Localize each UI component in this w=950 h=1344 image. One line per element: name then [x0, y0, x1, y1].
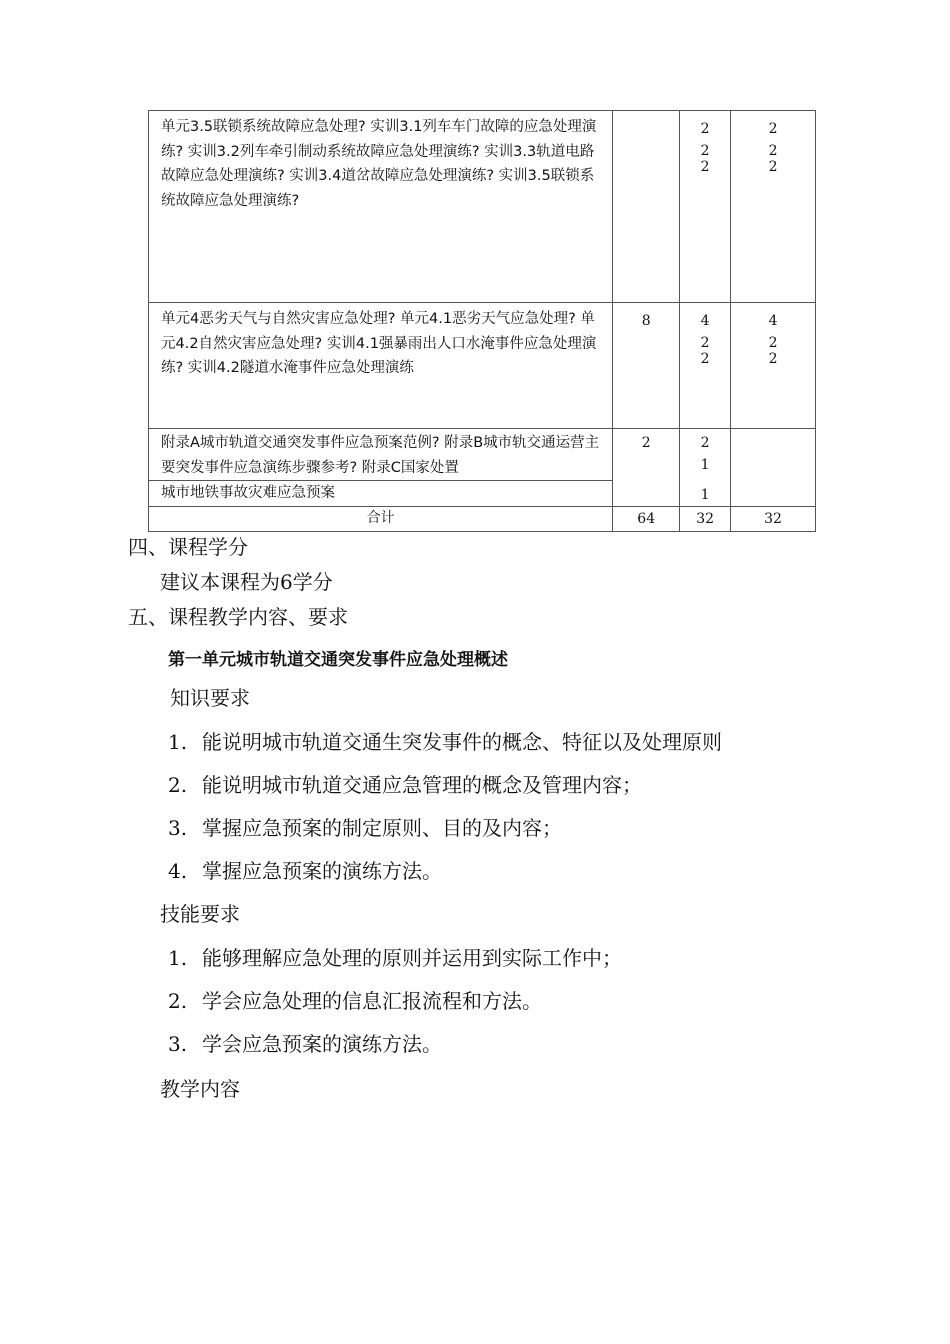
course-hours-table — [148, 110, 816, 532]
knowledge-label: 知识要求 — [170, 686, 250, 710]
unit-content-cell — [149, 429, 613, 507]
hours-practice-cell — [731, 429, 816, 507]
list-text: 能说明城市轨道交通应急管理的概念及管理内容； — [202, 773, 642, 797]
hours-theory-cell — [680, 111, 731, 303]
list-item — [168, 815, 562, 841]
hours-theory-cell — [680, 429, 731, 507]
total-label: 合计 — [149, 506, 613, 531]
list-item — [168, 1031, 442, 1057]
hours-value: 2 — [700, 435, 710, 451]
hours-value: 2 — [700, 335, 710, 351]
hours-practice-cell — [731, 303, 816, 429]
section-heading-content: 五、课程教学内容、要求 — [128, 605, 348, 629]
credits-text: 建议本课程为6学分 — [160, 570, 333, 594]
hours-value: 4 — [700, 313, 710, 329]
hours-total-cell — [613, 429, 680, 507]
unit-content-cell — [149, 303, 613, 429]
unit-title: 第一单元城市轨道交通突发事件应急处理概述 — [168, 650, 508, 670]
list-text: 能够理解应急处理的原则并运用到实际工作中； — [202, 946, 622, 970]
total-theory: 32 — [680, 506, 731, 531]
list-item — [168, 988, 542, 1014]
table-total-row — [149, 506, 816, 531]
total-practice: 32 — [731, 506, 816, 531]
unit-content-text: 城市地铁事故灾难应急预案 — [161, 485, 335, 501]
hours-value: 2 — [641, 435, 651, 451]
hours-value: 2 — [700, 351, 710, 367]
hours-total-cell — [613, 111, 680, 303]
list-item — [168, 858, 442, 884]
hours-value: 2 — [768, 159, 778, 175]
hours-value: 1 — [700, 457, 710, 473]
list-index: 2. — [168, 989, 188, 1013]
list-item — [168, 945, 622, 971]
table-row — [149, 303, 816, 429]
list-text: 学会应急预案的演练方法。 — [202, 1032, 442, 1056]
hours-value: 2 — [768, 335, 778, 351]
list-index: 1. — [168, 946, 188, 970]
unit-content-text: 附录A城市轨道交通突发事件应急预案范例? 附录B城市轨交通运营主要突发事件应急演练步骤参考? 附录C国家处置 — [149, 429, 612, 481]
list-index: 4. — [168, 859, 188, 883]
table-row — [149, 111, 816, 303]
hours-value: 8 — [641, 313, 651, 329]
hours-value: 2 — [768, 143, 778, 159]
skill-label: 技能要求 — [160, 902, 240, 926]
list-index: 3. — [168, 816, 188, 840]
hours-theory-cell — [680, 303, 731, 429]
unit-content-cell — [149, 111, 613, 303]
table-row — [149, 429, 816, 507]
list-index: 3. — [168, 1032, 188, 1056]
list-item — [168, 772, 642, 798]
hours-total-cell — [613, 303, 680, 429]
hours-practice-cell — [731, 111, 816, 303]
hours-value: 2 — [768, 351, 778, 367]
list-text: 学会应急处理的信息汇报流程和方法。 — [202, 989, 542, 1013]
hours-value: 2 — [700, 121, 710, 137]
list-text: 掌握应急预案的制定原则、目的及内容； — [202, 816, 562, 840]
hours-value: 2 — [768, 121, 778, 137]
list-index: 1. — [168, 730, 188, 754]
hours-value: 2 — [700, 159, 710, 175]
list-index: 2. — [168, 773, 188, 797]
total-hours: 64 — [613, 506, 680, 531]
unit-content-text: 单元3.5联锁系统故障应急处理? 实训3.1列车车门故障的应急处理演练? 实训3.2列车牵引制动系统故障应急处理演练? 实训3.3轨道电路故障应急处理演练? 实训3.4道岔故障应急处理演练? 实训3.5联锁系统故障应急处理演练? — [161, 119, 597, 209]
hours-value: 2 — [700, 143, 710, 159]
list-text: 掌握应急预案的演练方法。 — [202, 859, 442, 883]
hours-value: 4 — [768, 313, 778, 329]
section-heading-credits: 四、课程学分 — [128, 535, 248, 559]
hours-value: 1 — [700, 487, 710, 503]
list-item — [168, 729, 722, 755]
teaching-label: 教学内容 — [160, 1077, 240, 1101]
list-text: 能说明城市轨道交通生突发事件的概念、特征以及处理原则 — [202, 730, 722, 754]
unit-content-text: 单元4恶劣天气与自然灾害应急处理? 单元4.1恶劣天气应急处理? 单元4.2自然灾害应急处理? 实训4.1强暴雨出人口水淹事件应急处理演练? 实训4.2隧道水淹事件应急处理演练 — [161, 311, 597, 376]
